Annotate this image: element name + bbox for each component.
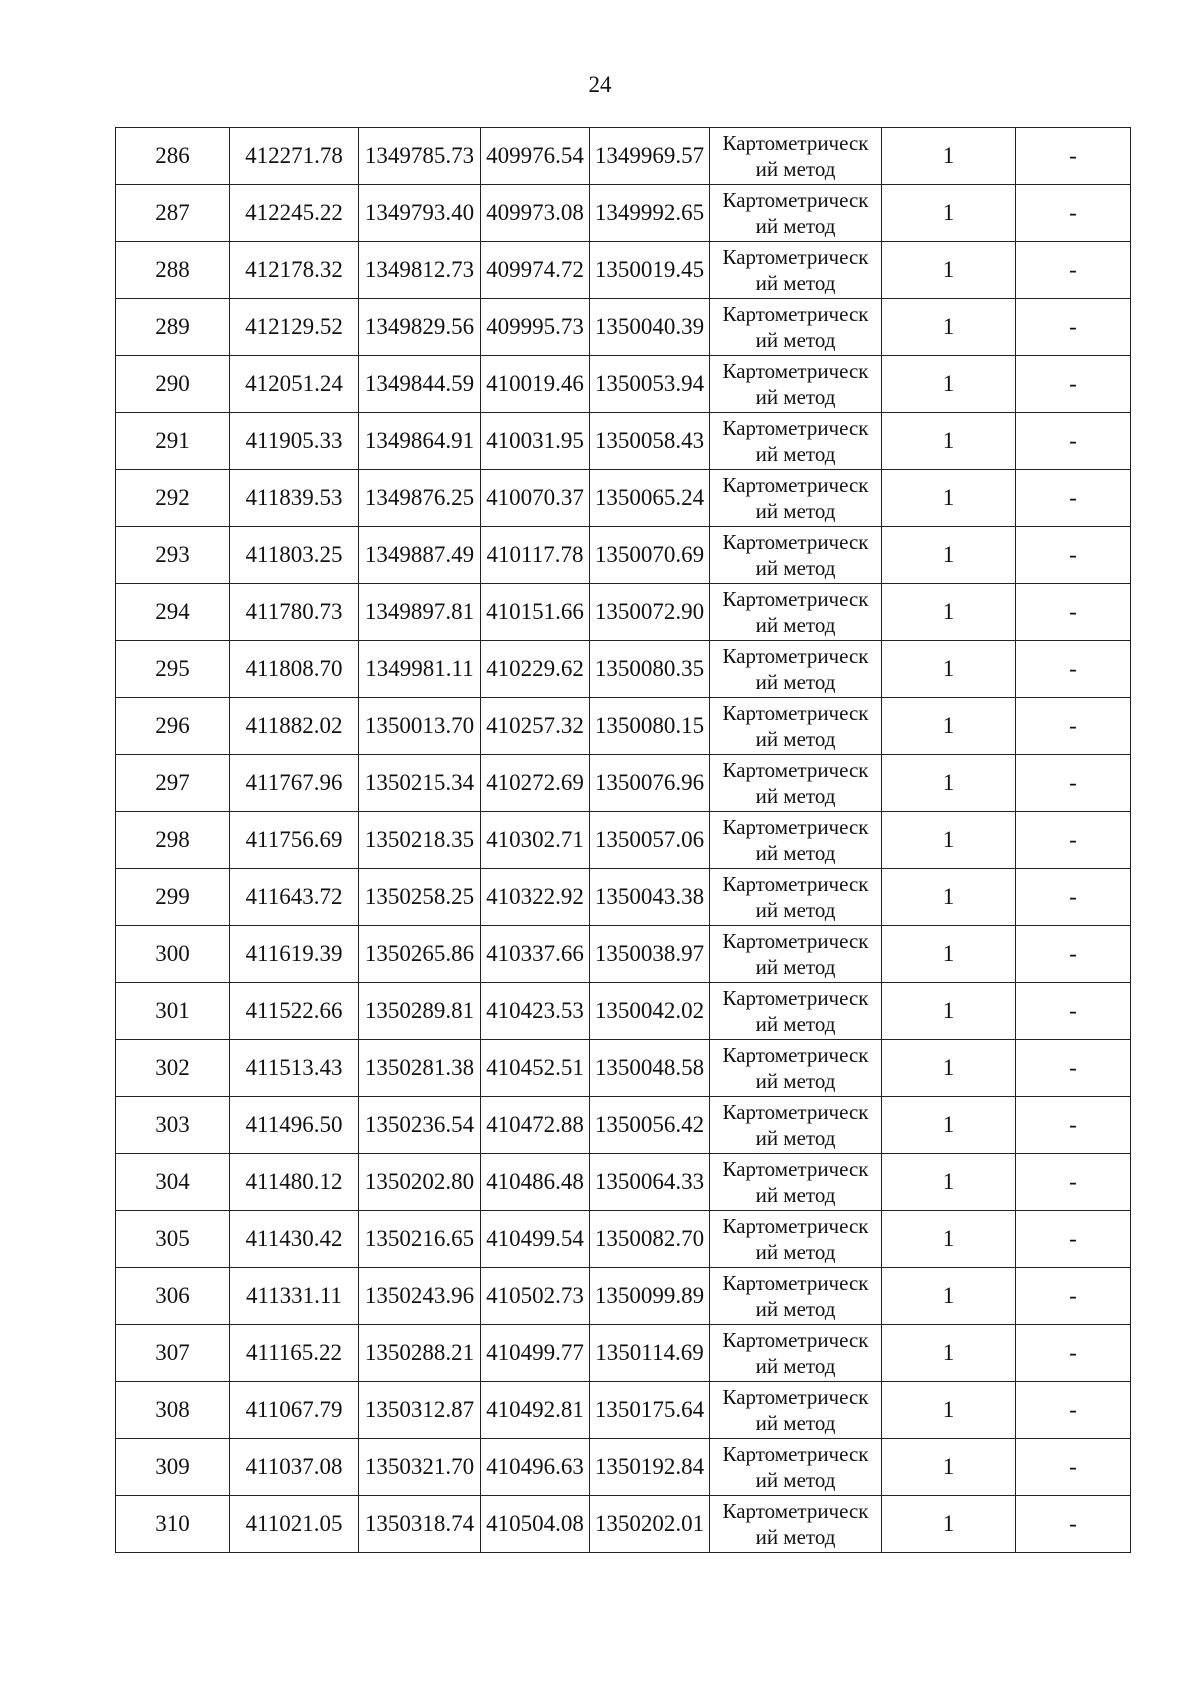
point-number-cell: 294: [116, 584, 230, 641]
y2-cell: 1350043.38: [590, 869, 710, 926]
method-cell: [710, 698, 882, 755]
x1-cell: 411480.12: [230, 1154, 359, 1211]
method-cell: [710, 812, 882, 869]
table-row: [116, 413, 1131, 470]
y1-cell: 1350215.34: [359, 755, 481, 812]
accuracy-cell: 1: [882, 698, 1016, 755]
method-cell: [710, 1325, 882, 1382]
y2-cell: 1350175.64: [590, 1382, 710, 1439]
x2-cell: 410502.73: [481, 1268, 590, 1325]
point-number-cell: 298: [116, 812, 230, 869]
accuracy-cell: 1: [882, 1040, 1016, 1097]
method-line: Картометрическ: [722, 1043, 869, 1067]
method-cell: [710, 413, 882, 470]
table-row: [116, 299, 1131, 356]
method-line: Картометрическ: [722, 1328, 869, 1352]
y1-cell: 1350289.81: [359, 983, 481, 1040]
method-cell: [710, 1040, 882, 1097]
accuracy-cell: 1: [882, 1211, 1016, 1268]
x2-cell: 410019.46: [481, 356, 590, 413]
accuracy-cell: 1: [882, 470, 1016, 527]
method-line: ий метод: [755, 1183, 836, 1207]
method-cell: [710, 1268, 882, 1325]
table-row: [116, 698, 1131, 755]
note-cell: -: [1016, 812, 1131, 869]
x1-cell: 411839.53: [230, 470, 359, 527]
x2-cell: 410229.62: [481, 641, 590, 698]
y2-cell: 1350053.94: [590, 356, 710, 413]
note-cell: -: [1016, 641, 1131, 698]
table-row: [116, 1040, 1131, 1097]
method-line: ий метод: [755, 898, 836, 922]
y2-cell: 1349992.65: [590, 185, 710, 242]
table-row: [116, 812, 1131, 869]
y2-cell: 1350076.96: [590, 755, 710, 812]
accuracy-cell: 1: [882, 1496, 1016, 1553]
method-line: ий метод: [755, 784, 836, 808]
method-line: Картометрическ: [722, 1442, 869, 1466]
y1-cell: 1349864.91: [359, 413, 481, 470]
table-row: [116, 242, 1131, 299]
accuracy-cell: 1: [882, 812, 1016, 869]
accuracy-cell: 1: [882, 983, 1016, 1040]
point-number-cell: 293: [116, 527, 230, 584]
note-cell: -: [1016, 185, 1131, 242]
point-number-cell: 305: [116, 1211, 230, 1268]
method-line: ий метод: [755, 955, 836, 979]
point-number-cell: 297: [116, 755, 230, 812]
note-cell: -: [1016, 413, 1131, 470]
method-line: ий метод: [755, 499, 836, 523]
point-number-cell: 301: [116, 983, 230, 1040]
y2-cell: 1350114.69: [590, 1325, 710, 1382]
x1-cell: 411808.70: [230, 641, 359, 698]
y1-cell: 1350281.38: [359, 1040, 481, 1097]
method-cell: [710, 869, 882, 926]
y2-cell: 1350058.43: [590, 413, 710, 470]
x2-cell: 410486.48: [481, 1154, 590, 1211]
x2-cell: 410322.92: [481, 869, 590, 926]
method-line: Картометрическ: [722, 1271, 869, 1295]
point-number-cell: 306: [116, 1268, 230, 1325]
note-cell: -: [1016, 128, 1131, 185]
method-cell: [710, 1097, 882, 1154]
table-row: [116, 527, 1131, 584]
x1-cell: 411513.43: [230, 1040, 359, 1097]
x1-cell: 411803.25: [230, 527, 359, 584]
y1-cell: 1350312.87: [359, 1382, 481, 1439]
x1-cell: 411037.08: [230, 1439, 359, 1496]
y1-cell: 1349829.56: [359, 299, 481, 356]
note-cell: -: [1016, 1496, 1131, 1553]
accuracy-cell: 1: [882, 1325, 1016, 1382]
method-cell: [710, 584, 882, 641]
x2-cell: 410070.37: [481, 470, 590, 527]
method-cell: [710, 299, 882, 356]
x1-cell: 412051.24: [230, 356, 359, 413]
method-line: ий метод: [755, 1411, 836, 1435]
page-number: 24: [588, 72, 612, 97]
accuracy-cell: 1: [882, 641, 1016, 698]
accuracy-cell: 1: [882, 869, 1016, 926]
x1-cell: 411767.96: [230, 755, 359, 812]
x1-cell: 411905.33: [230, 413, 359, 470]
y1-cell: 1350258.25: [359, 869, 481, 926]
method-line: Картометрическ: [722, 188, 869, 212]
y2-cell: 1350056.42: [590, 1097, 710, 1154]
accuracy-cell: 1: [882, 1097, 1016, 1154]
accuracy-cell: 1: [882, 1154, 1016, 1211]
point-number-cell: 296: [116, 698, 230, 755]
note-cell: -: [1016, 356, 1131, 413]
x2-cell: 410496.63: [481, 1439, 590, 1496]
x1-cell: 411780.73: [230, 584, 359, 641]
y2-cell: 1350065.24: [590, 470, 710, 527]
note-cell: -: [1016, 470, 1131, 527]
y2-cell: 1350080.15: [590, 698, 710, 755]
method-cell: [710, 242, 882, 299]
point-number-cell: 302: [116, 1040, 230, 1097]
method-line: ий метод: [755, 1297, 836, 1321]
method-line: Картометрическ: [722, 1385, 869, 1409]
method-line: Картометрическ: [722, 1214, 869, 1238]
method-line: Картометрическ: [722, 587, 869, 611]
y2-cell: 1350048.58: [590, 1040, 710, 1097]
table-row: [116, 185, 1131, 242]
point-number-cell: 289: [116, 299, 230, 356]
method-line: Картометрическ: [722, 644, 869, 668]
y1-cell: 1350265.86: [359, 926, 481, 983]
accuracy-cell: 1: [882, 755, 1016, 812]
x1-cell: 411496.50: [230, 1097, 359, 1154]
accuracy-cell: 1: [882, 128, 1016, 185]
accuracy-cell: 1: [882, 1439, 1016, 1496]
x2-cell: 410499.77: [481, 1325, 590, 1382]
x2-cell: 410452.51: [481, 1040, 590, 1097]
x1-cell: 411067.79: [230, 1382, 359, 1439]
table-body: [116, 128, 1131, 1553]
note-cell: -: [1016, 1439, 1131, 1496]
coordinates-table: [115, 127, 1131, 1553]
table-row: [116, 128, 1131, 185]
method-line: ий метод: [755, 1525, 836, 1549]
x1-cell: 412245.22: [230, 185, 359, 242]
method-line: Картометрическ: [722, 815, 869, 839]
point-number-cell: 291: [116, 413, 230, 470]
y2-cell: 1350064.33: [590, 1154, 710, 1211]
y1-cell: 1350216.65: [359, 1211, 481, 1268]
note-cell: -: [1016, 869, 1131, 926]
method-line: ий метод: [755, 385, 836, 409]
method-cell: [710, 1496, 882, 1553]
x2-cell: 410492.81: [481, 1382, 590, 1439]
x2-cell: 410257.32: [481, 698, 590, 755]
note-cell: -: [1016, 1154, 1131, 1211]
x1-cell: 411643.72: [230, 869, 359, 926]
point-number-cell: 308: [116, 1382, 230, 1439]
x2-cell: 410423.53: [481, 983, 590, 1040]
accuracy-cell: 1: [882, 242, 1016, 299]
x1-cell: 411430.42: [230, 1211, 359, 1268]
point-number-cell: 300: [116, 926, 230, 983]
method-cell: [710, 185, 882, 242]
method-line: ий метод: [755, 556, 836, 580]
method-line: Картометрическ: [722, 1157, 869, 1181]
method-line: ий метод: [755, 1354, 836, 1378]
y2-cell: 1350202.01: [590, 1496, 710, 1553]
accuracy-cell: 1: [882, 926, 1016, 983]
accuracy-cell: 1: [882, 1382, 1016, 1439]
x1-cell: 411021.05: [230, 1496, 359, 1553]
table-row: [116, 1211, 1131, 1268]
table-row: [116, 1439, 1131, 1496]
method-line: Картометрическ: [722, 872, 869, 896]
y1-cell: 1349844.59: [359, 356, 481, 413]
point-number-cell: 309: [116, 1439, 230, 1496]
point-number-cell: 307: [116, 1325, 230, 1382]
method-line: ий метод: [755, 271, 836, 295]
table-row: [116, 1268, 1131, 1325]
accuracy-cell: 1: [882, 527, 1016, 584]
x2-cell: 410117.78: [481, 527, 590, 584]
y2-cell: 1350070.69: [590, 527, 710, 584]
table-row: [116, 869, 1131, 926]
method-line: Картометрическ: [722, 530, 869, 554]
method-line: ий метод: [755, 613, 836, 637]
y1-cell: 1350013.70: [359, 698, 481, 755]
accuracy-cell: 1: [882, 413, 1016, 470]
point-number-cell: 304: [116, 1154, 230, 1211]
y1-cell: 1349897.81: [359, 584, 481, 641]
method-line: ий метод: [755, 1468, 836, 1492]
y2-cell: 1350057.06: [590, 812, 710, 869]
x1-cell: 411522.66: [230, 983, 359, 1040]
note-cell: -: [1016, 584, 1131, 641]
note-cell: -: [1016, 527, 1131, 584]
method-line: ий метод: [755, 157, 836, 181]
method-line: Картометрическ: [722, 1100, 869, 1124]
method-line: ий метод: [755, 1012, 836, 1036]
method-line: ий метод: [755, 1240, 836, 1264]
method-line: Картометрическ: [722, 131, 869, 155]
method-line: ий метод: [755, 727, 836, 751]
point-number-cell: 290: [116, 356, 230, 413]
note-cell: -: [1016, 299, 1131, 356]
y2-cell: 1350082.70: [590, 1211, 710, 1268]
y1-cell: 1349876.25: [359, 470, 481, 527]
y1-cell: 1350321.70: [359, 1439, 481, 1496]
y2-cell: 1350040.39: [590, 299, 710, 356]
point-number-cell: 299: [116, 869, 230, 926]
y2-cell: 1349969.57: [590, 128, 710, 185]
x1-cell: 411882.02: [230, 698, 359, 755]
method-line: Картометрическ: [722, 245, 869, 269]
note-cell: -: [1016, 1040, 1131, 1097]
table-row: [116, 356, 1131, 413]
method-line: ий метод: [755, 841, 836, 865]
x2-cell: 410499.54: [481, 1211, 590, 1268]
table-row: [116, 1496, 1131, 1553]
table-row: [116, 1382, 1131, 1439]
table-row: [116, 1154, 1131, 1211]
accuracy-cell: 1: [882, 185, 1016, 242]
point-number-cell: 303: [116, 1097, 230, 1154]
method-line: ий метод: [755, 328, 836, 352]
method-cell: [710, 926, 882, 983]
note-cell: -: [1016, 1325, 1131, 1382]
table-row: [116, 1325, 1131, 1382]
x2-cell: 410151.66: [481, 584, 590, 641]
x2-cell: 410337.66: [481, 926, 590, 983]
method-line: Картометрическ: [722, 701, 869, 725]
accuracy-cell: 1: [882, 356, 1016, 413]
note-cell: -: [1016, 926, 1131, 983]
method-cell: [710, 470, 882, 527]
method-cell: [710, 527, 882, 584]
method-cell: [710, 356, 882, 413]
y2-cell: 1350019.45: [590, 242, 710, 299]
table-row: [116, 1097, 1131, 1154]
x2-cell: 410302.71: [481, 812, 590, 869]
note-cell: -: [1016, 1211, 1131, 1268]
table-row: [116, 641, 1131, 698]
y1-cell: 1349887.49: [359, 527, 481, 584]
method-cell: [710, 755, 882, 812]
y1-cell: 1349793.40: [359, 185, 481, 242]
method-line: Картометрическ: [722, 1499, 869, 1523]
method-line: ий метод: [755, 670, 836, 694]
method-cell: [710, 641, 882, 698]
y2-cell: 1350099.89: [590, 1268, 710, 1325]
method-line: Картометрическ: [722, 302, 869, 326]
method-line: Картометрическ: [722, 758, 869, 782]
method-cell: [710, 128, 882, 185]
y2-cell: 1350042.02: [590, 983, 710, 1040]
note-cell: -: [1016, 1097, 1131, 1154]
x2-cell: 409973.08: [481, 185, 590, 242]
x2-cell: 410031.95: [481, 413, 590, 470]
table-row: [116, 983, 1131, 1040]
point-number-cell: 310: [116, 1496, 230, 1553]
y1-cell: 1350318.74: [359, 1496, 481, 1553]
point-number-cell: 295: [116, 641, 230, 698]
method-line: ий метод: [755, 1069, 836, 1093]
method-cell: [710, 1211, 882, 1268]
table-row: [116, 755, 1131, 812]
point-number-cell: 292: [116, 470, 230, 527]
method-line: ий метод: [755, 214, 836, 238]
method-line: ий метод: [755, 442, 836, 466]
y2-cell: 1350038.97: [590, 926, 710, 983]
y1-cell: 1350236.54: [359, 1097, 481, 1154]
table-row: [116, 470, 1131, 527]
note-cell: -: [1016, 755, 1131, 812]
y2-cell: 1350192.84: [590, 1439, 710, 1496]
x1-cell: 412178.32: [230, 242, 359, 299]
point-number-cell: 287: [116, 185, 230, 242]
x2-cell: 409976.54: [481, 128, 590, 185]
x1-cell: 411331.11: [230, 1268, 359, 1325]
method-line: ий метод: [755, 1126, 836, 1150]
y1-cell: 1349981.11: [359, 641, 481, 698]
note-cell: -: [1016, 1382, 1131, 1439]
point-number-cell: 286: [116, 128, 230, 185]
x2-cell: 409995.73: [481, 299, 590, 356]
y2-cell: 1350080.35: [590, 641, 710, 698]
x2-cell: 410472.88: [481, 1097, 590, 1154]
method-line: Картометрическ: [722, 416, 869, 440]
method-cell: [710, 1382, 882, 1439]
x2-cell: 410272.69: [481, 755, 590, 812]
x1-cell: 412129.52: [230, 299, 359, 356]
table-row: [116, 584, 1131, 641]
method-line: Картометрическ: [722, 359, 869, 383]
x1-cell: 411165.22: [230, 1325, 359, 1382]
x2-cell: 410504.08: [481, 1496, 590, 1553]
note-cell: -: [1016, 698, 1131, 755]
x2-cell: 409974.72: [481, 242, 590, 299]
x1-cell: 411756.69: [230, 812, 359, 869]
note-cell: -: [1016, 983, 1131, 1040]
x1-cell: 411619.39: [230, 926, 359, 983]
accuracy-cell: 1: [882, 584, 1016, 641]
y1-cell: 1349812.73: [359, 242, 481, 299]
accuracy-cell: 1: [882, 1268, 1016, 1325]
y1-cell: 1349785.73: [359, 128, 481, 185]
accuracy-cell: 1: [882, 299, 1016, 356]
method-line: Картометрическ: [722, 986, 869, 1010]
y2-cell: 1350072.90: [590, 584, 710, 641]
y1-cell: 1350202.80: [359, 1154, 481, 1211]
table-row: [116, 926, 1131, 983]
method-cell: [710, 1154, 882, 1211]
method-line: Картометрическ: [722, 929, 869, 953]
point-number-cell: 288: [116, 242, 230, 299]
y1-cell: 1350218.35: [359, 812, 481, 869]
method-cell: [710, 1439, 882, 1496]
x1-cell: 412271.78: [230, 128, 359, 185]
note-cell: -: [1016, 1268, 1131, 1325]
note-cell: -: [1016, 242, 1131, 299]
method-line: Картометрическ: [722, 473, 869, 497]
method-cell: [710, 983, 882, 1040]
y1-cell: 1350243.96: [359, 1268, 481, 1325]
y1-cell: 1350288.21: [359, 1325, 481, 1382]
